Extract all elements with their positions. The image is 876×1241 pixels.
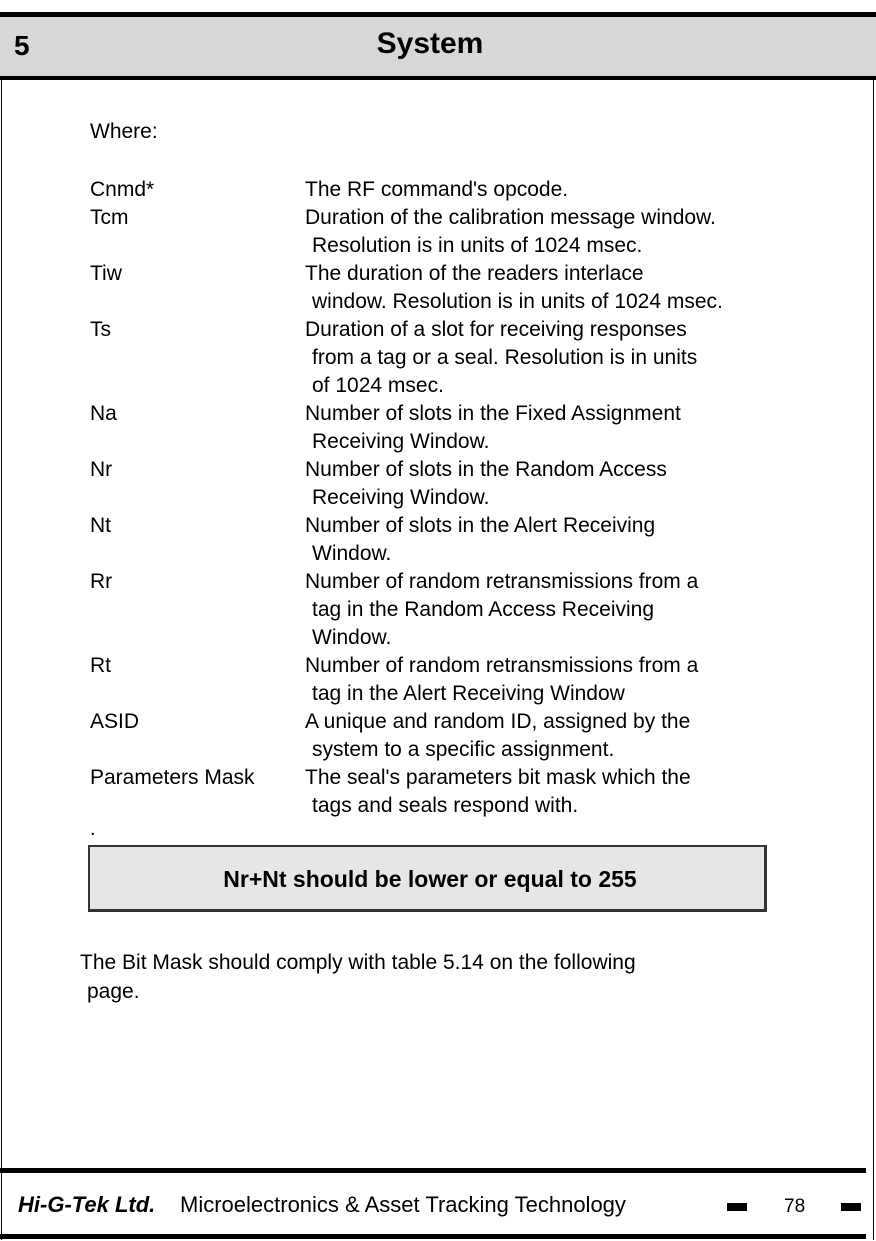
definition-description-line: The duration of the readers interlace bbox=[305, 262, 644, 285]
definition-term: Na bbox=[90, 402, 117, 425]
definition-description-line: system to a specific assignment. bbox=[312, 738, 615, 761]
paragraph-line-1: The Bit Mask should comply with table 5.14 on the following bbox=[80, 951, 636, 974]
definition-term: Tcm bbox=[90, 206, 129, 229]
definition-description-line: Window. bbox=[312, 542, 392, 565]
definition-term: Cnmd* bbox=[90, 178, 155, 201]
definition-description-line: tag in the Random Access Receiving bbox=[312, 598, 655, 621]
definition-description-line: tag in the Alert Receiving Window bbox=[312, 682, 625, 705]
definition-row bbox=[90, 204, 830, 260]
definition-description-line: window. Resolution is in units of 1024 msec. bbox=[312, 290, 723, 313]
definition-term: Nt bbox=[90, 514, 111, 537]
definition-description-line: Duration of the calibration message window. bbox=[305, 206, 716, 229]
paragraph-line-2: page. bbox=[87, 980, 140, 1003]
definition-row bbox=[90, 456, 830, 512]
definition-description-line: Number of slots in the Fixed Assignment bbox=[305, 402, 681, 425]
definition-description-line: tags and seals respond with. bbox=[312, 794, 579, 817]
definition-description-line: Receiving Window. bbox=[312, 486, 490, 509]
definition-term: Nr bbox=[90, 458, 113, 481]
definition-row bbox=[90, 652, 830, 708]
definition-row bbox=[90, 316, 830, 400]
definition-description-line: Number of slots in the Alert Receiving bbox=[305, 514, 656, 537]
definition-term: Rr bbox=[90, 570, 113, 593]
definition-description-line: Window. bbox=[312, 626, 392, 649]
definition-row bbox=[90, 176, 830, 204]
note-text: Nr+Nt should be lower or equal to 255 bbox=[223, 866, 637, 892]
definition-description-line: Duration of a slot for receiving responses bbox=[305, 318, 687, 341]
page-number: 78 bbox=[784, 1196, 806, 1217]
note-box bbox=[88, 845, 767, 912]
definition-term: Tiw bbox=[90, 262, 122, 285]
bit-mask-paragraph bbox=[80, 948, 636, 1006]
footer-top-rule bbox=[0, 1168, 866, 1173]
definition-description-line: The RF command's opcode. bbox=[305, 178, 569, 201]
definition-description-line: from a tag or a seal. Resolution is in units bbox=[312, 346, 698, 369]
chapter-title: System bbox=[376, 27, 484, 60]
definition-description-line: The seal's parameters bit mask which the bbox=[305, 766, 691, 789]
definition-description-line: Number of slots in the Random Access bbox=[305, 458, 667, 481]
definition-row bbox=[90, 568, 830, 652]
definition-description-line: Number of random retransmissions from a bbox=[305, 570, 699, 593]
definition-row bbox=[90, 260, 830, 316]
definition-row bbox=[90, 764, 830, 820]
definition-description-line: Number of random retransmissions from a bbox=[305, 654, 699, 677]
footer-dash-left bbox=[727, 1203, 747, 1211]
definition-term: Rt bbox=[90, 654, 111, 677]
footer-bottom-rule bbox=[0, 1234, 866, 1239]
trailing-dot: . bbox=[90, 818, 96, 840]
definition-term: ASID bbox=[90, 710, 140, 733]
definition-description-line: Receiving Window. bbox=[312, 430, 490, 453]
definition-term: Parameters Mask bbox=[90, 766, 255, 789]
footer-company: Hi-G-Tek Ltd. bbox=[18, 1192, 156, 1217]
definition-description-line: of 1024 msec. bbox=[312, 374, 444, 397]
intro-text: Where: bbox=[90, 120, 158, 143]
chapter-number: 5 bbox=[14, 30, 30, 61]
definition-description-line: A unique and random ID, assigned by the bbox=[305, 710, 691, 733]
footer-dash-right bbox=[841, 1203, 861, 1211]
definition-row bbox=[90, 512, 830, 568]
definition-term: Ts bbox=[90, 318, 111, 341]
definition-row bbox=[90, 708, 830, 764]
definition-row bbox=[90, 400, 830, 456]
footer-tagline: Microelectronics & Asset Tracking Technology bbox=[180, 1192, 626, 1217]
definition-description-line: Resolution is in units of 1024 msec. bbox=[312, 234, 643, 257]
